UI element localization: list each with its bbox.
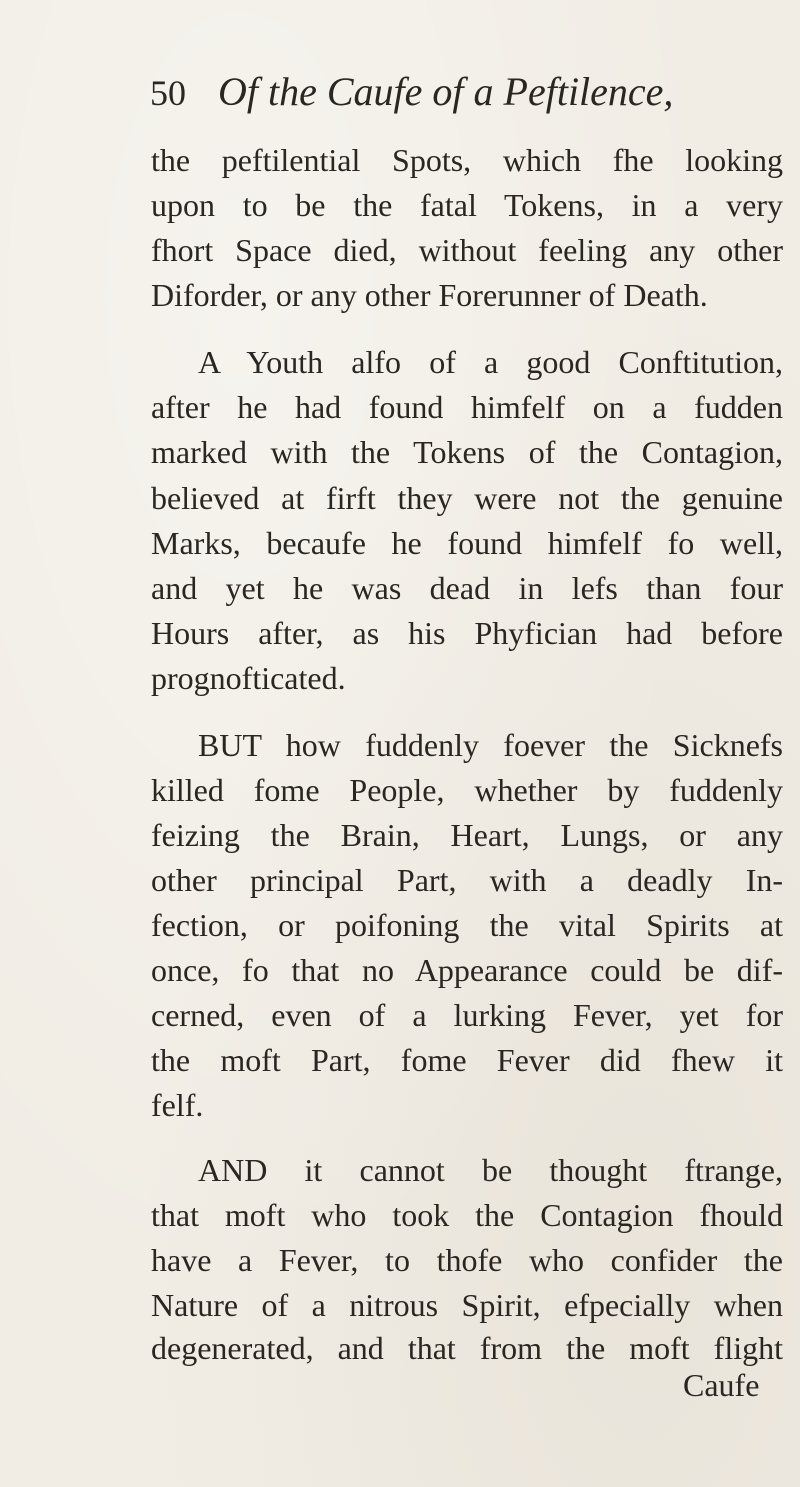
text-line: Hours after, as his Phyfician had before [151,615,783,651]
text-line: cerned, even of a lurking Fever, yet for [151,997,783,1033]
page-header [150,68,673,128]
text-line: Diforder, or any other Forerunner of Death. [151,277,708,313]
text-line: Nature of a nitrous Spirit, efpecially when [151,1287,783,1323]
text-line: prognofticated. [151,660,346,696]
text-line: Marks, becaufe he found himfelf fo well, [151,525,783,561]
paragraph-first-line: AND it cannot be thought ftrange, [198,1152,783,1188]
text-line: fhort Space died, without feeling any other [151,232,783,268]
paragraph-first-line: A Youth alfo of a good Conftitution, [198,344,783,380]
text-line: and yet he was dead in lefs than four [151,570,783,606]
text-line: once, fo that no Appearance could be dif- [151,952,783,988]
text-line: upon to be the fatal Tokens, in a very [151,187,783,223]
text-line: the peftilential Spots, which fhe looking [151,142,783,178]
catchword: Caufe [683,1367,760,1403]
running-title: Of the Caufe of a Peftilence, [218,69,674,114]
text-line: feizing the Brain, Heart, Lungs, or any [151,817,783,853]
text-line: the moft Part, fome Fever did fhew it [151,1042,783,1078]
text-line: marked with the Tokens of the Contagion, [151,434,783,470]
page-number: 50 [150,73,186,113]
text-line: degenerated, and that from the moft flight [151,1330,783,1366]
text-line: other principal Part, with a deadly In- [151,862,783,898]
text-line: fection, or poifoning the vital Spirits at [151,907,783,943]
text-line: have a Fever, to thofe who confider the [151,1242,783,1278]
paragraph-first-line: BUT how fuddenly foever the Sicknefs [198,727,783,763]
text-line: killed fome People, whether by fuddenly [151,772,783,808]
text-line: felf. [151,1087,204,1123]
text-line: believed at firft they were not the genuine [151,480,783,516]
text-line: after he had found himfelf on a fudden [151,389,783,425]
text-line: that moft who took the Contagion fhould [151,1197,783,1233]
